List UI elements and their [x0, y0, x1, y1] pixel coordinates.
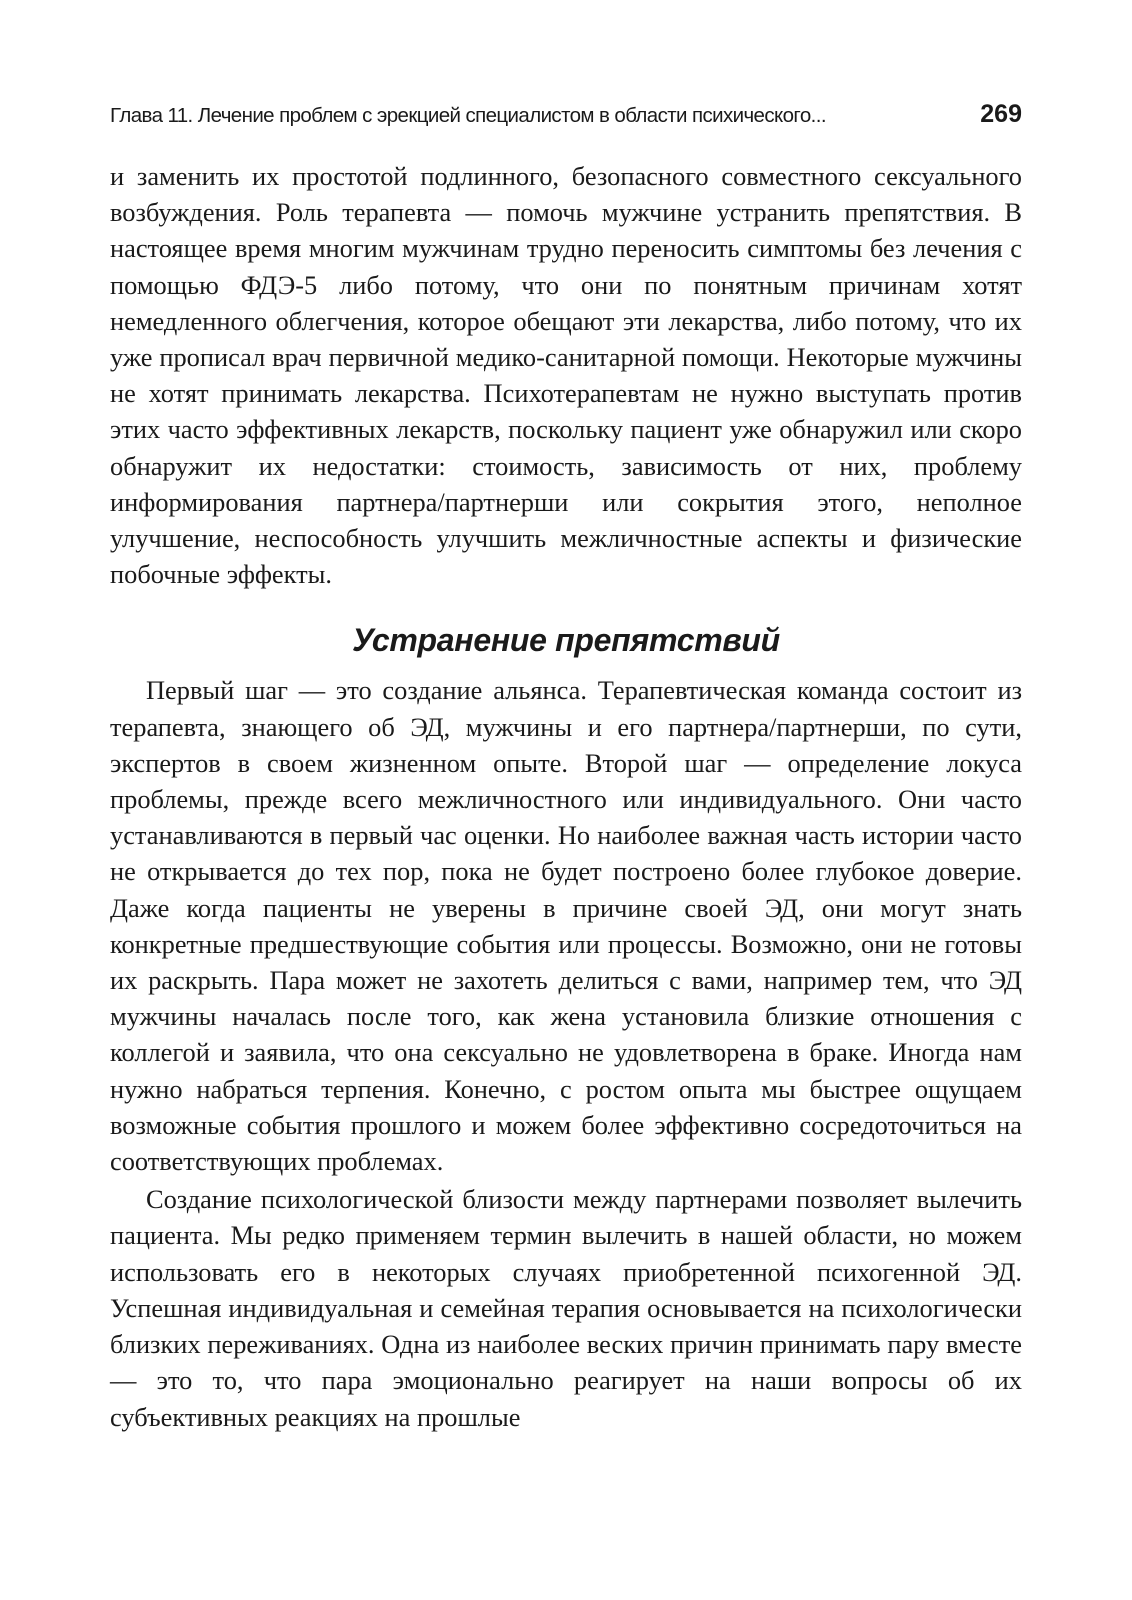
paragraph-continued: и заменить их простотой подлинного, безопасного совместного сексуального возбуждения. Роль терапевта — помочь мужчине устранить препятствия. В настоящее время многим мужчинам трудно переносить симптомы без лечения с помощью ФДЭ-5 либо потому, что они по понятным причинам хотят немедленного облегчения, которое обещают эти лекарства, либо потому, что их уже прописал врач первичной медико-санитарной помощи. Некоторые мужчины не хотят принимать лекарства. Психотерапевтам не нужно выступать против этих часто эффективных лекарств, поскольку пациент уже обнаружил или скоро обнаружит их недостатки: стоимость, зависимость от них, проблему информирования партнера/партнерши или сокрытия этого, неполное улучшение, неспособность улучшить межличностные аспекты и физические побочные эффекты. — [110, 161, 1022, 590]
paragraph-first-step: Первый шаг — это создание альянса. Терапевтическая команда состоит из терапевта, знающего об ЭД, мужчины и его партнера/партнерши, по сути, экспертов в своем жизненном опыте. Второй шаг — определение локуса проблемы, прежде всего межличностного или индивидуального. Они часто устанавливаются в первый час оценки. Но наиболее важная часть истории часто не открывается до тех пор, пока не будет построено более глубокое доверие. Даже когда пациенты не уверены в причине своей ЭД, они могут знать конкретные предшествующие события или процессы. Возможно, они не готовы их раскрыть. Пара может не захотеть делиться с вами, например тем, что ЭД мужчины началась после того, как жена установила близкие отношения с коллегой и заявила, что она сексуально не удовлетворена в браке. Иногда нам нужно набраться терпения. Конечно, с ростом опыта мы быстрее ощущаем возможные события прошлого и можем более эффективно сосредоточиться на соответствующих проблемах. — [110, 675, 1022, 1177]
running-head — [110, 100, 1022, 140]
book-page — [110, 100, 1022, 1435]
running-title: Глава 11. Лечение проблем с эрекцией специалистом в области психического... — [110, 104, 826, 127]
paragraph-intimacy: Создание психологической близости между партнерами позволяет вылечить пациента. Мы редко применяем термин вылечить в нашей области, но можем использовать его в некоторых случаях приобретенной психогенной ЭД. Успешная индивидуальная и семейная терапия основывается на психологически близких переживаниях. Одна из наиболее веских причин принимать пару вместе — это то, что пара эмоционально реагирует на наши вопросы об их субъективных реакциях на прошлые — [110, 1184, 1022, 1432]
section-heading: Устранение препятствий — [352, 622, 780, 659]
page-number: 269 — [980, 100, 1022, 128]
